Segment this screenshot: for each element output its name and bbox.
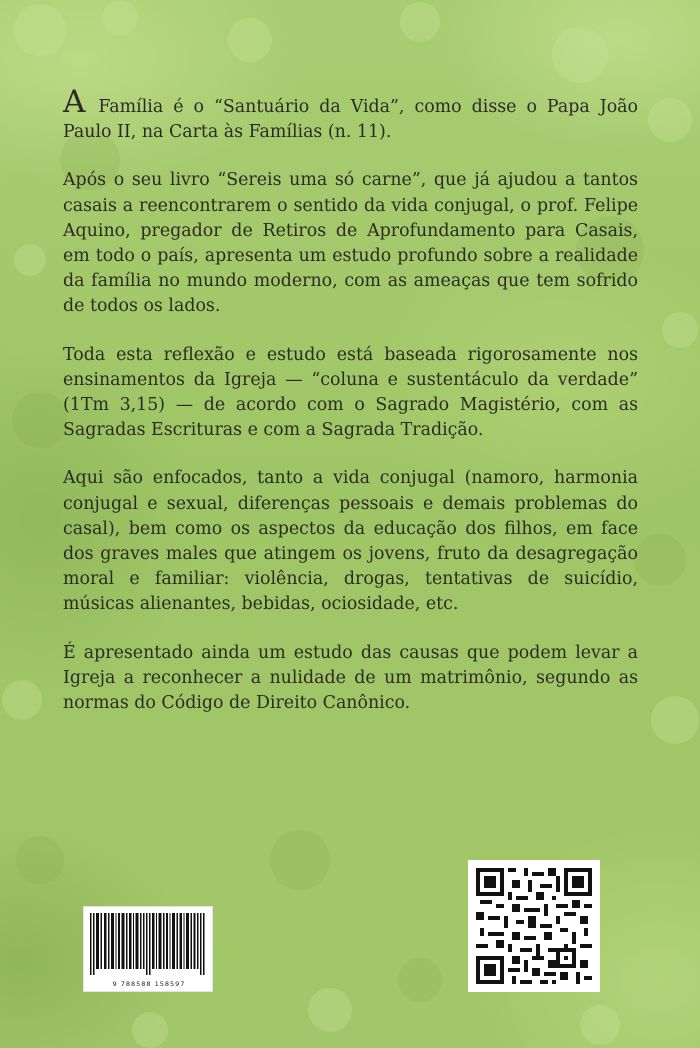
isbn-barcode [83,906,213,992]
drop-cap: A [63,84,86,120]
paragraph: Após o seu livro “Sereis uma só carne”, que já ajudou a tantos casais a reencontrarem o sentido da vida conjugal, o prof. Felipe Aquino, pregador de Retiros de Aprofundamento para Casais, em todo o país, apresenta um estudo profundo sobre a realidade da família no mundo moderno, com as ameaças que tem sofrido de todos os lados. [63,170,638,317]
qr-code [468,860,600,992]
paragraph: Toda esta reflexão e estudo está baseada rigorosamente nos ensinamentos da Igreja — “coluna e sustentáculo da verdade” (1Tm 3,15) — de acordo com o Sagrado Magistério, com as Sagradas Escrituras e com a Sagrada Tradição. [63,344,638,441]
qr-code-icon [476,868,592,984]
back-cover-text [63,84,638,739]
paragraph-text: Família é o “Santuário da Vida”, como disse o Papa João Paulo II, na Carta às Famílias (n. 11). [63,97,638,143]
isbn-digits: 9 788588 158597 [112,980,186,988]
barcode-icon [90,913,208,975]
paragraph: Aqui são enfocados, tanto a vida conjugal (namoro, harmonia conjugal e sexual, diferenças pessoais e demais problemas do casal), bem como os aspectos da educação dos filhos, em face dos graves males que atingem os jovens, fruto da desagregação moral e familiar: violência, drogas, tentativas de suicídio, músicas alienantes, bebidas, ociosidade, etc. [63,468,638,615]
paragraph-intro [63,84,638,145]
paragraph: É apresentado ainda um estudo das causas que podem levar a Igreja a reconhecer a nulidade de um matrimônio, segundo as normas do Código de Direito Canônico. [63,642,638,714]
